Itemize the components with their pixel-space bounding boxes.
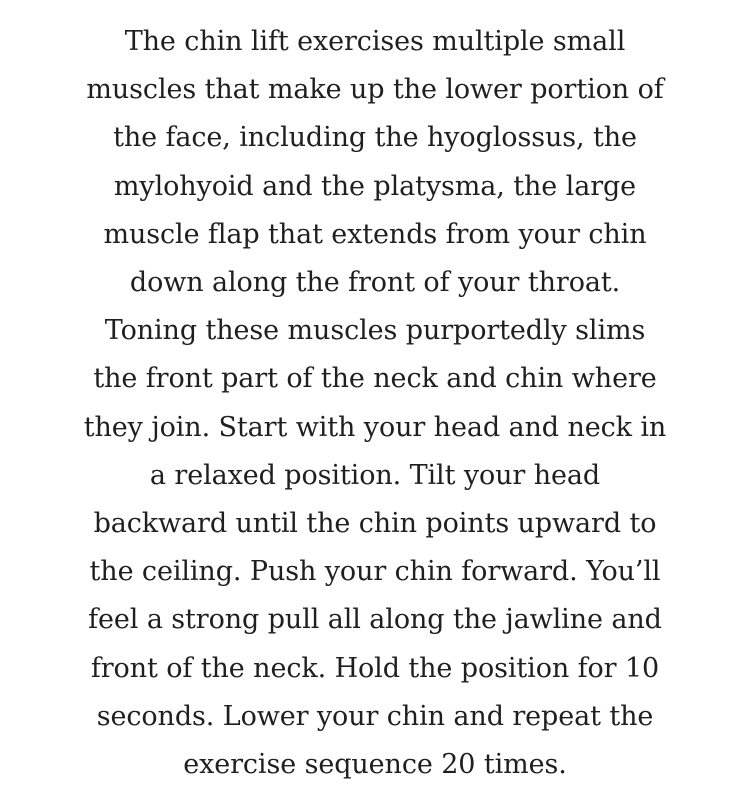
article-paragraph <box>60 18 690 789</box>
paragraph-line: mylohyoid and the platysma, the large <box>113 170 637 202</box>
paragraph-line: backward until the chin points upward to <box>93 508 657 540</box>
paragraph-line: front of the neck. Hold the position for 10 <box>90 652 660 684</box>
paragraph-line: seconds. Lower your chin and repeat the <box>96 700 654 732</box>
paragraph-line: they join. Start with your head and neck in <box>83 411 667 443</box>
paragraph-line: muscles that make up the lower portion of <box>86 74 664 106</box>
paragraph-line: the front part of the neck and chin where <box>93 363 657 395</box>
paragraph-line: The chin lift exercises multiple small <box>124 26 626 57</box>
paragraph-line: muscle flap that extends from your chin <box>103 218 647 250</box>
paragraph-line: a relaxed position. Tilt your head <box>149 459 601 491</box>
paragraph-line: down along the front of your throat. <box>129 267 621 299</box>
paragraph-line: exercise sequence 20 times. <box>183 749 567 781</box>
paragraph-line: Toning these muscles purportedly slims <box>104 315 646 347</box>
paragraph-line: the ceiling. Push your chin forward. You’ll <box>89 556 661 588</box>
paragraph-line: feel a strong pull all along the jawline and <box>88 604 662 636</box>
paragraph-line: the face, including the hyoglossus, the <box>113 122 637 154</box>
